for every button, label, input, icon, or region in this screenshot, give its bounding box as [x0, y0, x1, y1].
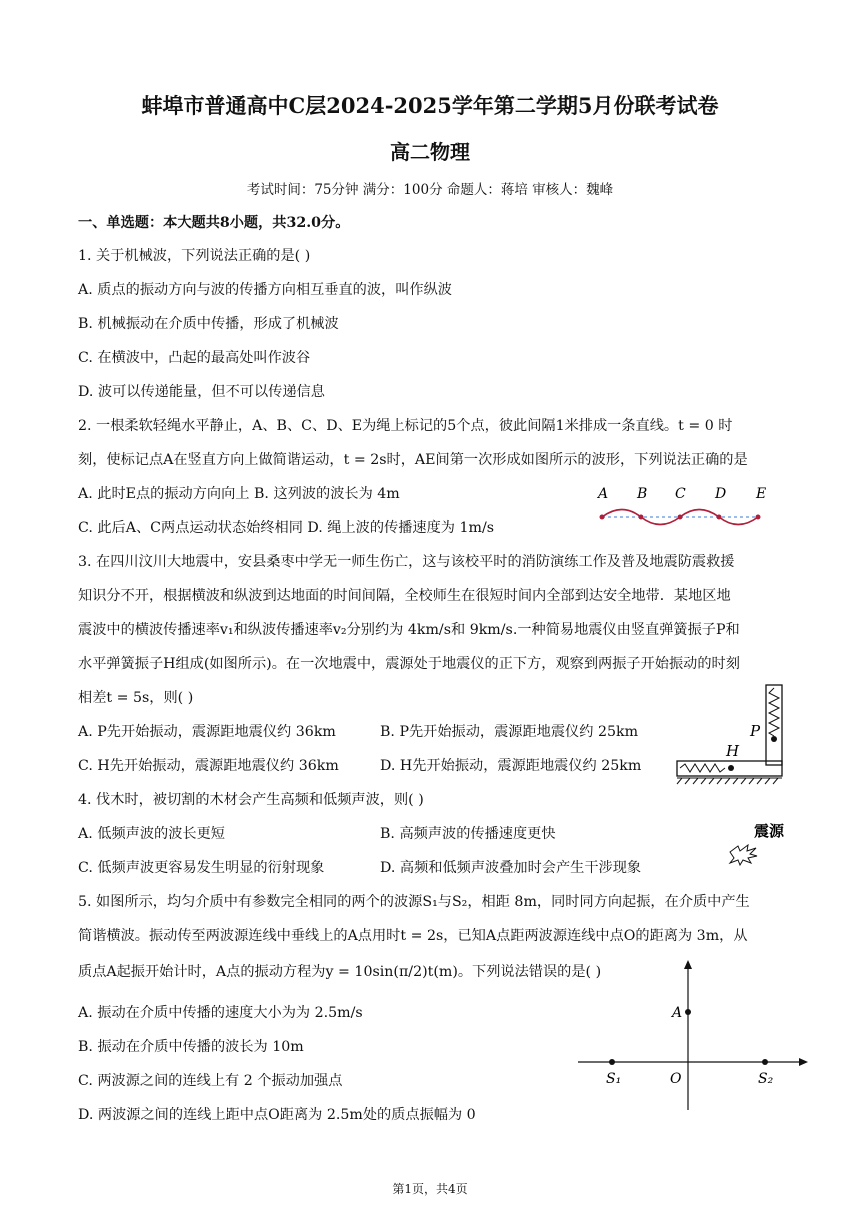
q3-mass-h	[728, 765, 734, 771]
q2-point-b	[639, 515, 644, 520]
q2-label-d: D	[715, 486, 727, 502]
q2-options-cd: C. 此后A、C两点运动状态始终相同 D. 绳上波的传播速度为 1m/s	[78, 520, 495, 536]
q5-point-s1	[609, 1059, 615, 1065]
q4-option-d: D. 高频和低频声波叠加时会产生干涉现象	[380, 860, 642, 876]
q3-stem-line4: 水平弹簧振子H组成(如图所示)。在一次地震中，震源处于地震仪的正下方，观察到两振子开始振动的时刻	[78, 656, 740, 672]
section-heading: 一、单选题：本大题共8小题，共32.0分。	[78, 215, 350, 231]
q5-label-a: A	[672, 1005, 683, 1021]
q3-option-a: A. P先开始振动，震源距地震仪约 36km	[78, 724, 336, 740]
q3-mass-p	[771, 736, 777, 742]
q1-option-b: B. 机械振动在介质中传播，形成了机械波	[78, 316, 339, 332]
q4-option-b: B. 高频声波的传播速度更快	[380, 826, 556, 842]
q3-epicenter-icon	[730, 845, 757, 865]
q1-option-a: A. 质点的振动方向与波的传播方向相互垂直的波，叫作纵波	[78, 282, 452, 298]
q2-label-b: B	[637, 486, 648, 502]
q5-point-a	[685, 1009, 691, 1015]
q2-point-a	[600, 515, 605, 520]
q3-stem-line5: 相差t = 5s，则( )	[78, 690, 194, 706]
q3-stem-line2: 知识分不开，根据横波和纵波到达地面的时间间隔，全校师生在很短时间内全部到达安全地带．某地区地	[78, 588, 731, 604]
q2-point-d	[717, 515, 722, 520]
q5-option-b: B. 振动在介质中传播的波长为 10m	[78, 1039, 304, 1055]
q3-option-c: C. H先开始振动，震源距地震仪约 36km	[78, 758, 339, 774]
q5-stem-line1: 5. 如图所示，均匀介质中有参数完全相同的两个的波源S₁与S₂，相距 8m，同时同方向起振，在介质中产生	[78, 894, 750, 910]
exam-title: 蚌埠市普通高中C层2024-2025学年第二学期5月份联考试卷	[141, 93, 719, 118]
q3-stem-line1: 3. 在四川汶川大地震中，安县桑枣中学无一师生伤亡，这与该校平时的消防演练工作及普及地震防震救援	[78, 554, 735, 570]
q3-vertical-spring	[769, 688, 779, 736]
q3-ground-hatch	[677, 778, 778, 784]
q5-stem-line3: 质点A起振开始计时，A点的振动方程为y = 10sin(π/2)t(m)。下列说法错误的是( )	[78, 964, 602, 980]
q2-label-e: E	[756, 486, 767, 502]
q5-label-o: O	[670, 1071, 682, 1087]
q4-stem: 4. 伐木时，被切割的木材会产生高频和低频声波，则( )	[78, 792, 424, 808]
q3-label-source: 震源	[754, 822, 785, 840]
q5-x-arrow-icon	[799, 1058, 808, 1066]
q5-option-c: C. 两波源之间的连线上有 2 个振动加强点	[78, 1073, 343, 1089]
q4-option-c: C. 低频声波更容易发生明显的衍射现象	[78, 860, 325, 876]
q3-option-d: D. H先开始振动，震源距地震仪约 25km	[380, 758, 642, 774]
q5-point-s2	[762, 1059, 768, 1065]
q2-wave-figure	[590, 480, 780, 530]
q3-stem-line3: 震波中的横波传播速率v₁和纵波传播速率v₂分别约为 4km/s和 9km/s.一种简易地震仪由竖直弹簧振子P和	[78, 622, 740, 638]
q2-stem-line2: 刻，使标记点A在竖直方向上做简谐运动，t = 2s时，AE间第一次形成如图所示的波形，下列说法正确的是	[78, 452, 748, 468]
q5-y-arrow-icon	[684, 960, 692, 969]
q5-axes-figure	[570, 955, 815, 1115]
page-number: 第1页，共4页	[392, 1182, 468, 1196]
exam-subject: 高二物理	[390, 140, 470, 164]
q2-point-c	[678, 515, 683, 520]
q3-label-p: P	[750, 722, 761, 740]
q3-seismograph-figure	[672, 680, 792, 870]
q5-label-s1: S₁	[606, 1071, 622, 1087]
q2-point-e	[756, 515, 761, 520]
q1-option-c: C. 在横波中，凸起的最高处叫作波谷	[78, 350, 311, 366]
q1-stem: 1. 关于机械波，下列说法正确的是( )	[78, 248, 311, 264]
q5-option-d: D. 两波源之间的连线上距中点O距离为 2.5m处的质点振幅为 0	[78, 1107, 476, 1123]
exam-info: 考试时间：75分钟 满分：100分 命题人：蒋培 审核人：魏峰	[246, 182, 614, 198]
q5-label-s2: S₂	[758, 1071, 774, 1087]
q2-options-ab: A. 此时E点的振动方向向上 B. 这列波的波长为 4m	[78, 486, 400, 502]
q5-stem-line2: 简谐横波。振动传至两波源连线中垂线上的A点用时t = 2s，已知A点距两波源连线中点O的距离为 3m，从	[78, 928, 748, 944]
q5-option-a: A. 振动在介质中传播的速度大小为为 2.5m/s	[78, 1005, 363, 1021]
q2-label-a: A	[598, 486, 609, 502]
q1-option-d: D. 波可以传递能量，但不可以传递信息	[78, 384, 325, 400]
q4-option-a: A. 低频声波的波长更短	[78, 826, 225, 842]
q2-label-c: C	[675, 486, 686, 502]
q3-horizontal-spring	[680, 764, 725, 772]
q2-stem-line1: 2. 一根柔软轻绳水平静止，A、B、C、D、E为绳上标记的5个点，彼此间隔1米排成一条直线。t = 0 时	[78, 418, 733, 434]
q3-label-h: H	[726, 742, 740, 760]
q3-option-b: B. P先开始振动，震源距地震仪约 25km	[380, 724, 639, 740]
